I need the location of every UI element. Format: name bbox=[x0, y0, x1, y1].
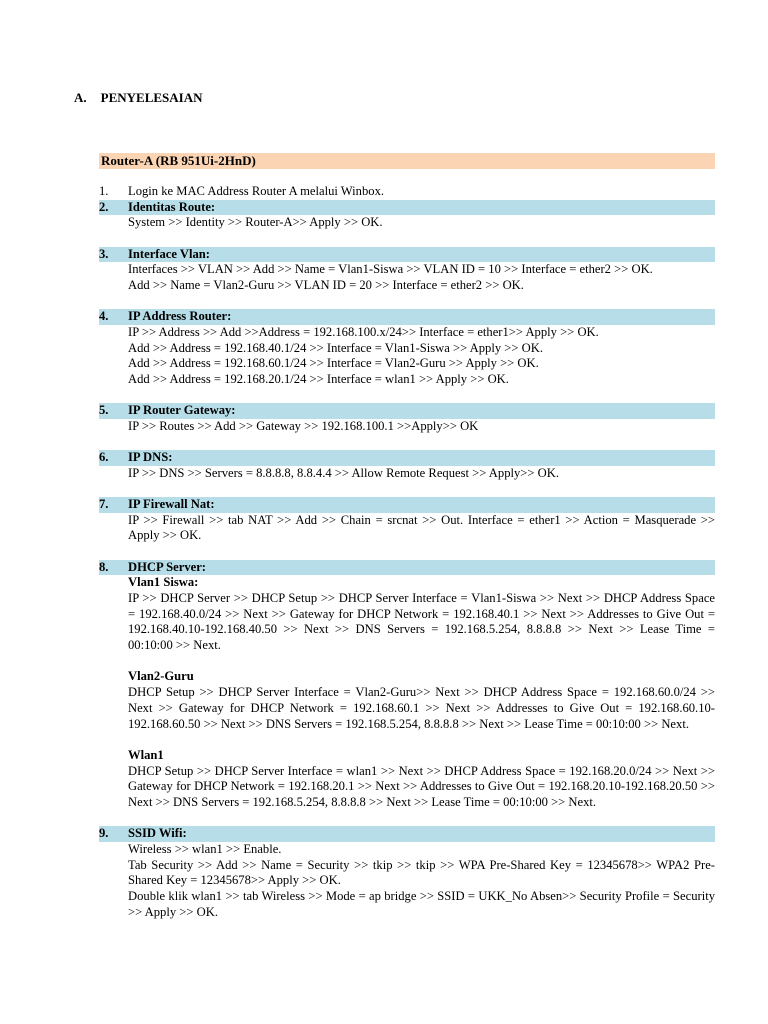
step-title: Login ke MAC Address Router A melalui Winbox. bbox=[128, 184, 385, 198]
step-number: 8. bbox=[99, 559, 109, 574]
step-number: 3. bbox=[99, 246, 109, 261]
step-line: IP >> DNS >> Servers = 8.8.8.8, 8.8.4.4 >> Allow Remote Request >> Apply>> OK. bbox=[128, 465, 559, 480]
step-line: Wireless >> wlan1 >> Enable. bbox=[128, 841, 282, 856]
step-line: Add >> Address = 192.168.40.1/24 >> Interface = Vlan1-Siswa >> Apply >> OK. bbox=[128, 340, 543, 355]
step-heading bbox=[99, 560, 715, 576]
step-5 bbox=[99, 403, 715, 434]
step-body bbox=[128, 419, 715, 435]
step-heading bbox=[99, 309, 715, 325]
step-8 bbox=[99, 560, 715, 811]
step-6 bbox=[99, 450, 715, 481]
dhcp-subheading: Vlan2-Guru bbox=[128, 669, 194, 684]
step-heading bbox=[99, 200, 715, 216]
dhcp-block-vlan1 bbox=[128, 575, 715, 654]
step-1 bbox=[99, 184, 715, 200]
section-letter: A. bbox=[74, 90, 87, 105]
section-title: PENYELESAIAN bbox=[100, 90, 203, 105]
step-title: Identitas Route: bbox=[128, 199, 216, 214]
step-body bbox=[128, 325, 715, 388]
step-number: 7. bbox=[99, 496, 109, 511]
step-number: 5. bbox=[99, 403, 109, 418]
step-9 bbox=[99, 826, 715, 920]
step-heading bbox=[99, 247, 715, 263]
step-line: IP >> Address >> Add >>Address = 192.168.100.x/24>> Interface = ether1>> Apply >> OK. bbox=[128, 324, 599, 339]
dhcp-block-vlan2 bbox=[128, 669, 715, 732]
step-heading bbox=[99, 497, 715, 513]
step-line: Add >> Address = 192.168.20.1/24 >> Interface = wlan1 >> Apply >> OK. bbox=[128, 371, 509, 386]
step-title: Interface Vlan: bbox=[128, 246, 210, 261]
step-title: SSID Wifi: bbox=[128, 826, 187, 841]
dhcp-block-wlan1 bbox=[128, 748, 715, 811]
step-7 bbox=[99, 497, 715, 544]
step-title: IP Address Router: bbox=[128, 309, 232, 324]
step-number: 2. bbox=[99, 199, 109, 214]
step-line: Tab Security >> Add >> Name = Security >> tkip >> tkip >> WPA Pre-Shared Key = 12345678>> WPA2 Pre-Shared Key = 12345678>> Apply >> OK. bbox=[128, 857, 715, 888]
step-line: Interfaces >> VLAN >> Add >> Name = Vlan1-Siswa >> VLAN ID = 10 >> Interface = ether2 >> OK. bbox=[128, 262, 653, 277]
step-body bbox=[128, 513, 715, 544]
section-heading bbox=[74, 90, 203, 106]
step-title: IP Router Gateway: bbox=[128, 403, 236, 418]
step-number: 9. bbox=[99, 826, 109, 841]
step-body bbox=[128, 466, 715, 482]
step-heading bbox=[99, 403, 715, 419]
step-number: 6. bbox=[99, 450, 109, 465]
dhcp-text: IP >> DHCP Server >> DHCP Setup >> DHCP Server Interface = Vlan1-Siswa >> Next >> DHCP Address Space = 192.168.40.0/24 >> Next >> Gateway for DHCP Network = 192.168.40.1 >> Next >> Addresses to Give Out = 192.168.40.10-192.168.40.50 >> Next >> DNS Servers = 192.168.5.254, 8.8.8.8 >> Next >> Lease Time = 00:10:00 >> Next. bbox=[128, 590, 715, 653]
step-title: DHCP Server: bbox=[128, 559, 206, 574]
router-title-bar bbox=[99, 153, 715, 169]
step-body bbox=[128, 842, 715, 921]
dhcp-text: DHCP Setup >> DHCP Server Interface = Vlan2-Guru>> Next >> DHCP Address Space = 192.168.60.0/24 >> Next >> Gateway for DHCP Network = 192.168.60.1 >> Next >> Addresses to Give Out = 192.168.60.10-192.168.60.50 >> Next >> DNS Servers = 192.168.5.254, 8.8.8.8 >> Next >> Lease Time = 00:10:00 >> Next. bbox=[128, 685, 715, 731]
step-body bbox=[128, 575, 715, 811]
dhcp-subheading: Wlan1 bbox=[128, 747, 164, 762]
step-line: Add >> Address = 192.168.60.1/24 >> Interface = Vlan2-Guru >> Apply >> OK. bbox=[128, 356, 539, 371]
dhcp-subheading: Vlan1 Siswa: bbox=[128, 575, 199, 590]
router-title: Router-A (RB 951Ui-2HnD) bbox=[101, 153, 256, 168]
step-body bbox=[128, 262, 715, 293]
step-line: Add >> Name = Vlan2-Guru >> VLAN ID = 20 >> Interface = ether2 >> OK. bbox=[128, 277, 524, 292]
step-number: 1. bbox=[99, 184, 109, 198]
step-number: 4. bbox=[99, 309, 109, 324]
step-title: IP DNS: bbox=[128, 450, 173, 465]
step-line: System >> Identity >> Router-A>> Apply >> OK. bbox=[128, 215, 383, 230]
step-2 bbox=[99, 200, 715, 231]
step-line: Double klik wlan1 >> tab Wireless >> Mode = ap bridge >> SSID = UKK_No Absen>> Security Profile = Security >> Apply >> OK. bbox=[128, 889, 715, 919]
dhcp-text: DHCP Setup >> DHCP Server Interface = wlan1 >> Next >> DHCP Address Space = 192.168.20.0/24 >> Next >> Gateway for DHCP Network = 192.168.20.1 >> Next >> Addresses to Give Out = 192.168.20.10-192.168.20.50 >> Next >> DNS Servers = 192.168.5.254, 8.8.8.8 >> Next >> Lease Time = 00:10:00 >> Next. bbox=[128, 763, 715, 810]
step-title: IP Firewall Nat: bbox=[128, 496, 215, 511]
step-heading bbox=[99, 184, 715, 200]
step-line: IP >> Firewall >> tab NAT >> Add >> Chain = srcnat >> Out. Interface = ether1 >> Action = Masquerade >> Apply >> OK. bbox=[128, 512, 715, 543]
step-body bbox=[128, 215, 715, 231]
step-heading bbox=[99, 450, 715, 466]
steps-list bbox=[99, 184, 715, 936]
step-line: IP >> Routes >> Add >> Gateway >> 192.168.100.1 >>Apply>> OK bbox=[128, 418, 479, 433]
step-4 bbox=[99, 309, 715, 388]
step-3 bbox=[99, 247, 715, 294]
step-heading bbox=[99, 826, 715, 842]
